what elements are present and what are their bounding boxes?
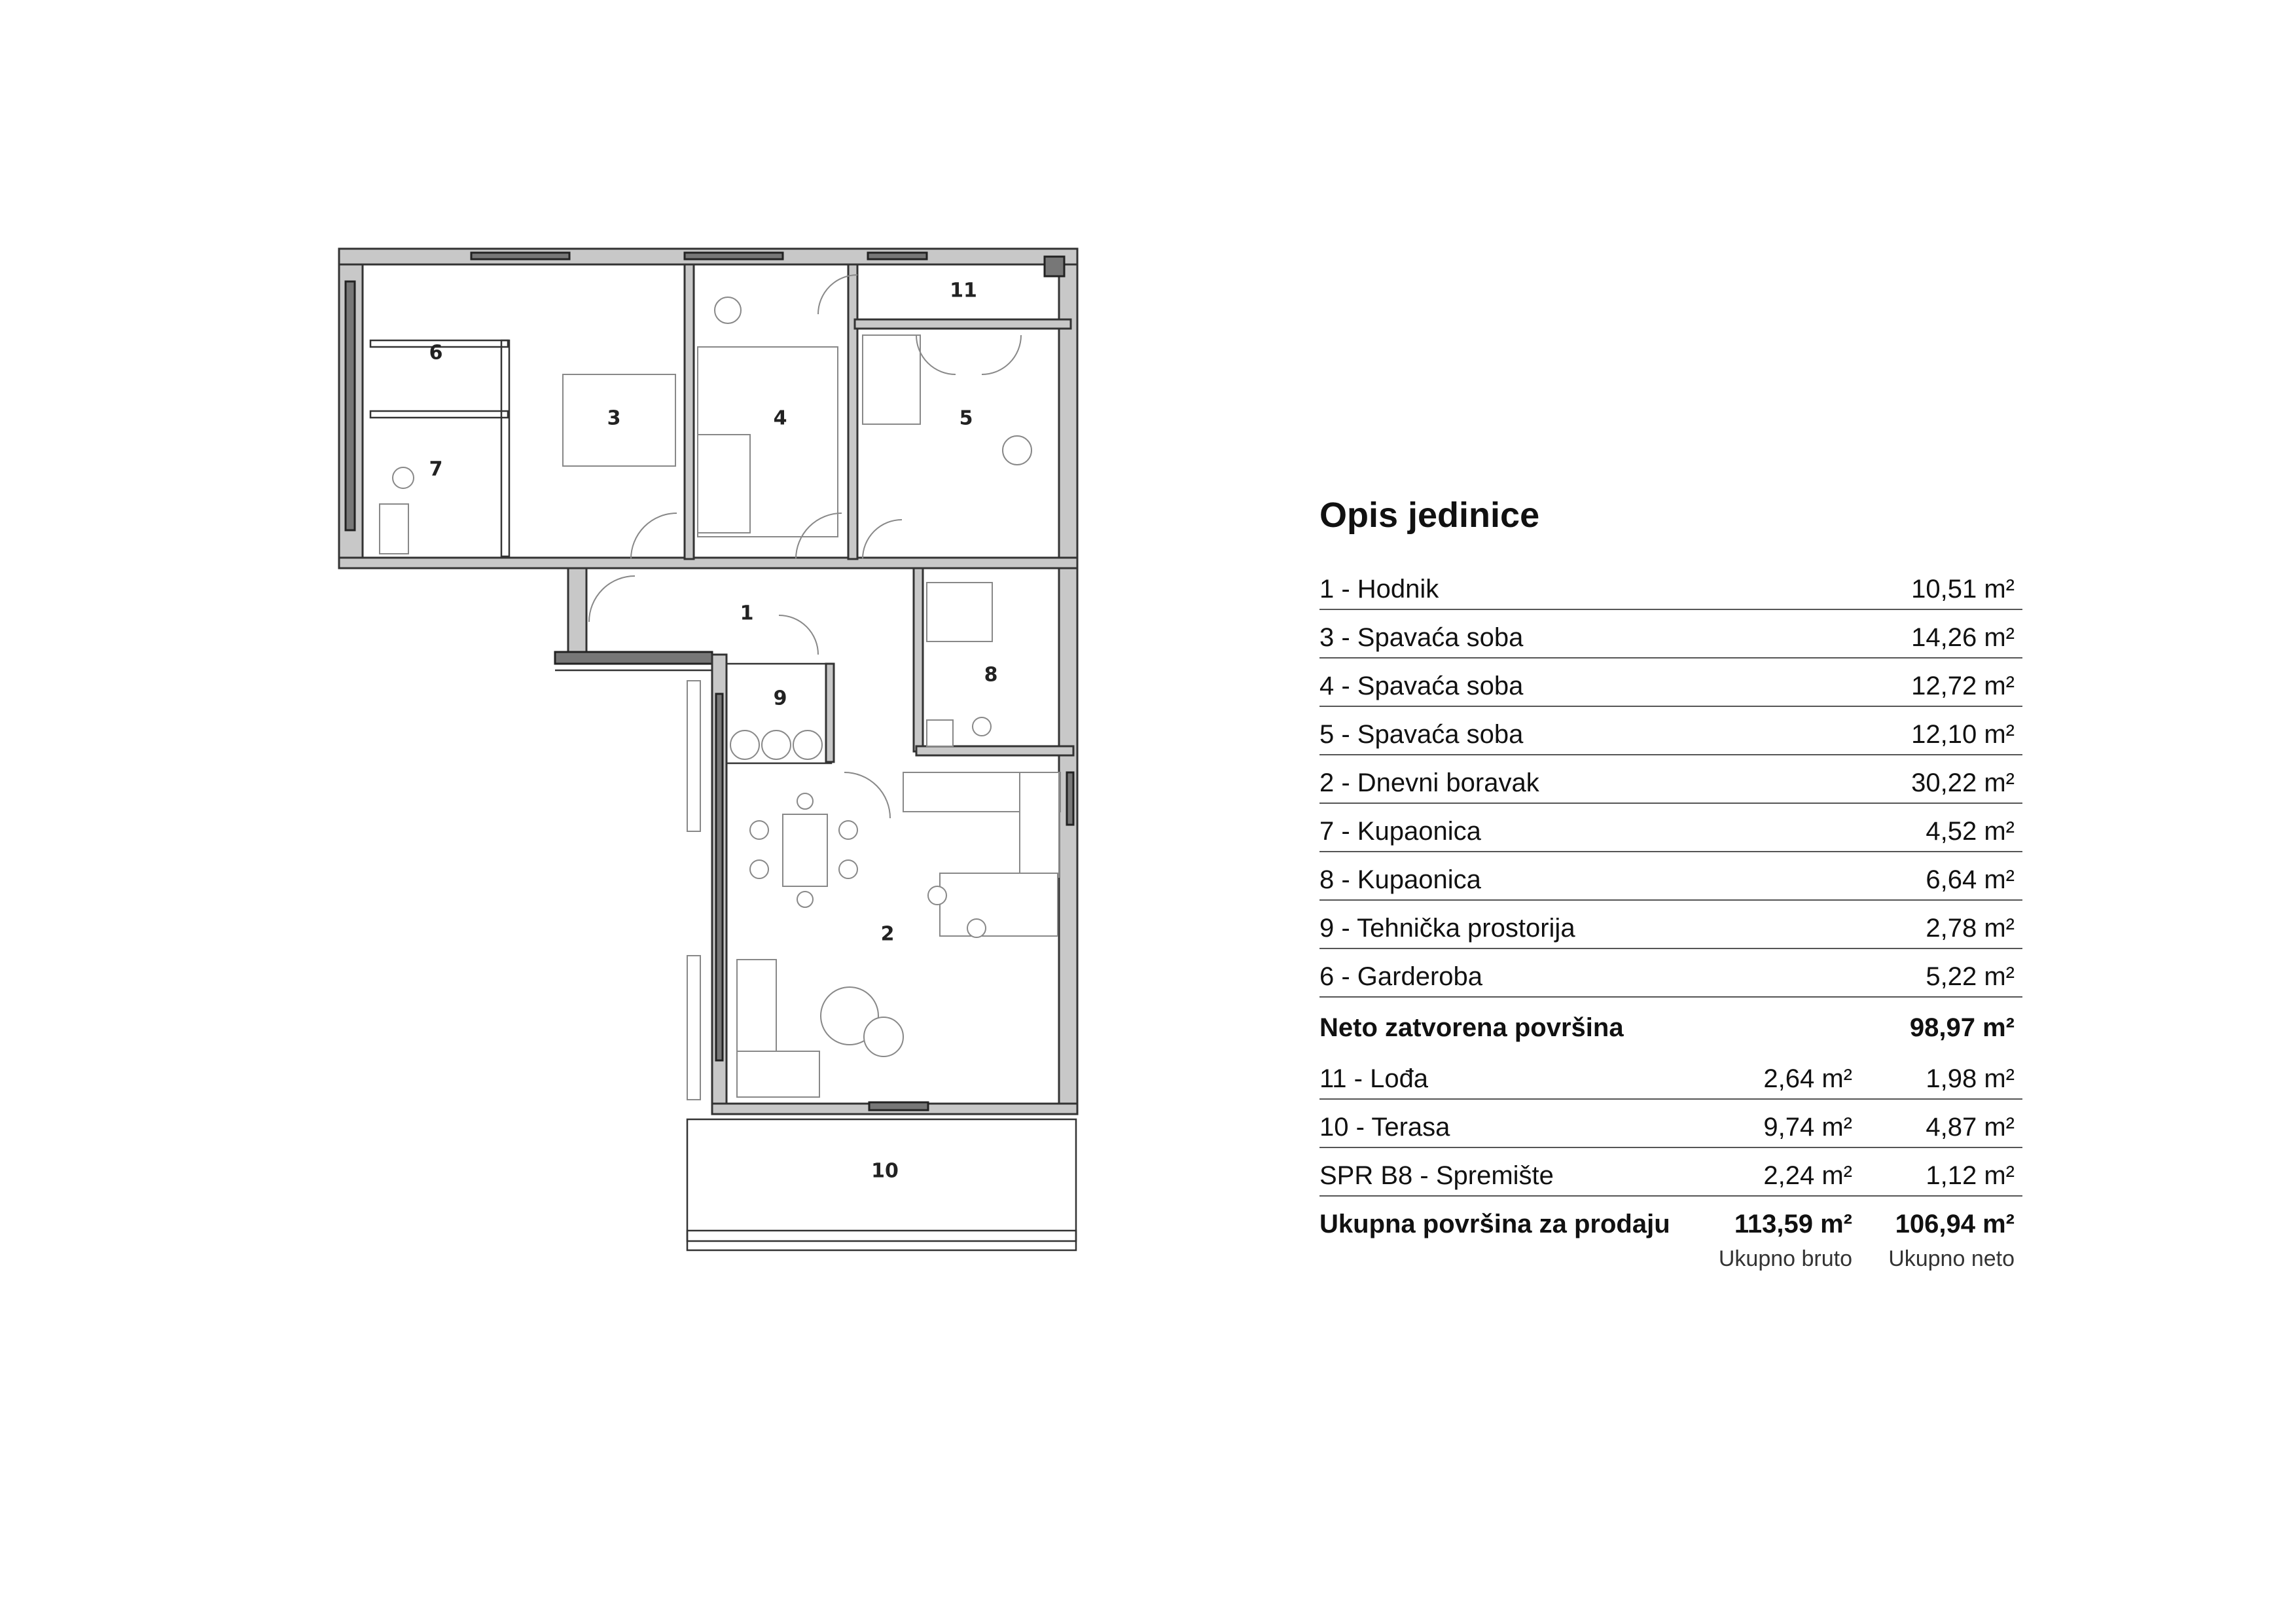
extra-area-row	[1319, 1148, 2022, 1197]
extra-area-net: 1,98 m²	[1926, 1064, 2015, 1093]
room-label-6: 6	[429, 341, 443, 365]
area-row-value: 2,78 m²	[1926, 914, 2015, 943]
area-row-label: 2 - Dnevni boravak	[1319, 768, 1539, 797]
extra-area-gross: 2,64 m²	[1763, 1064, 1852, 1093]
area-row	[1319, 755, 2022, 804]
area-row-value: 4,52 m²	[1926, 817, 2015, 846]
area-row-label: 5 - Spavaća soba	[1319, 720, 1524, 749]
area-row-label: 4 - Spavaća soba	[1319, 672, 1524, 700]
extra-area-gross: 9,74 m²	[1763, 1113, 1852, 1142]
extra-area-row	[1319, 1051, 2022, 1100]
description-title: Opis jedinice	[1319, 496, 1540, 535]
extra-area-net: 1,12 m²	[1926, 1161, 2015, 1190]
area-row	[1319, 804, 2022, 852]
total-label: Ukupna površina za prodaju	[1319, 1210, 1670, 1238]
area-row	[1319, 949, 2022, 998]
area-row	[1319, 707, 2022, 755]
area-row-value: 12,72 m²	[1911, 672, 2015, 700]
extra-area-label: SPR B8 - Spremište	[1319, 1161, 1554, 1190]
extra-area-row	[1319, 1100, 2022, 1148]
caption-net: Ukupno neto	[1888, 1246, 2015, 1271]
area-row	[1319, 852, 2022, 901]
total-row	[1319, 1197, 2022, 1246]
area-row-value: 10,51 m²	[1911, 575, 2015, 604]
room-label-3: 3	[607, 406, 621, 430]
total-captions	[1319, 1246, 2022, 1272]
area-row	[1319, 659, 2022, 707]
area-row-value: 30,22 m²	[1911, 768, 2015, 797]
area-row-value: 5,22 m²	[1926, 962, 2015, 991]
caption-gross: Ukupno bruto	[1718, 1246, 1852, 1271]
net-closed-value: 98,97 m²	[1909, 1013, 2015, 1042]
plan-walls	[339, 249, 1077, 1250]
area-row	[1319, 610, 2022, 659]
total-gross: 113,59 m²	[1734, 1210, 1852, 1238]
total-net: 106,94 m²	[1895, 1210, 2015, 1238]
area-row-label: 7 - Kupaonica	[1319, 817, 1481, 846]
area-row-value: 14,26 m²	[1911, 623, 2015, 652]
unit-description	[1319, 495, 2022, 1272]
room-label-10: 10	[871, 1159, 899, 1183]
room-label-9: 9	[773, 687, 787, 710]
area-row-label: 9 - Tehnička prostorija	[1319, 914, 1575, 943]
extra-area-label: 10 - Terasa	[1319, 1113, 1450, 1142]
area-row-label: 6 - Garderoba	[1319, 962, 1483, 991]
area-row-value: 12,10 m²	[1911, 720, 2015, 749]
room-label-4: 4	[773, 406, 787, 430]
room-label-5: 5	[959, 406, 973, 430]
extra-area-label: 11 - Lođa	[1319, 1064, 1429, 1093]
room-label-7: 7	[429, 458, 443, 481]
room-label-8: 8	[984, 663, 998, 687]
net-closed-row	[1319, 998, 2022, 1051]
room-label-11: 11	[950, 279, 977, 302]
area-row	[1319, 562, 2022, 610]
net-closed-label: Neto zatvorena površina	[1319, 1013, 1624, 1042]
room-label-2: 2	[880, 922, 895, 946]
area-row-label: 3 - Spavaća soba	[1319, 623, 1524, 652]
extra-area-gross: 2,24 m²	[1763, 1161, 1852, 1190]
area-row-label: 8 - Kupaonica	[1319, 865, 1481, 894]
area-row-label: 1 - Hodnik	[1319, 575, 1439, 604]
area-row	[1319, 901, 2022, 949]
extra-area-net: 4,87 m²	[1926, 1113, 2015, 1142]
room-label-1: 1	[740, 602, 754, 625]
area-row-value: 6,64 m²	[1926, 865, 2015, 894]
